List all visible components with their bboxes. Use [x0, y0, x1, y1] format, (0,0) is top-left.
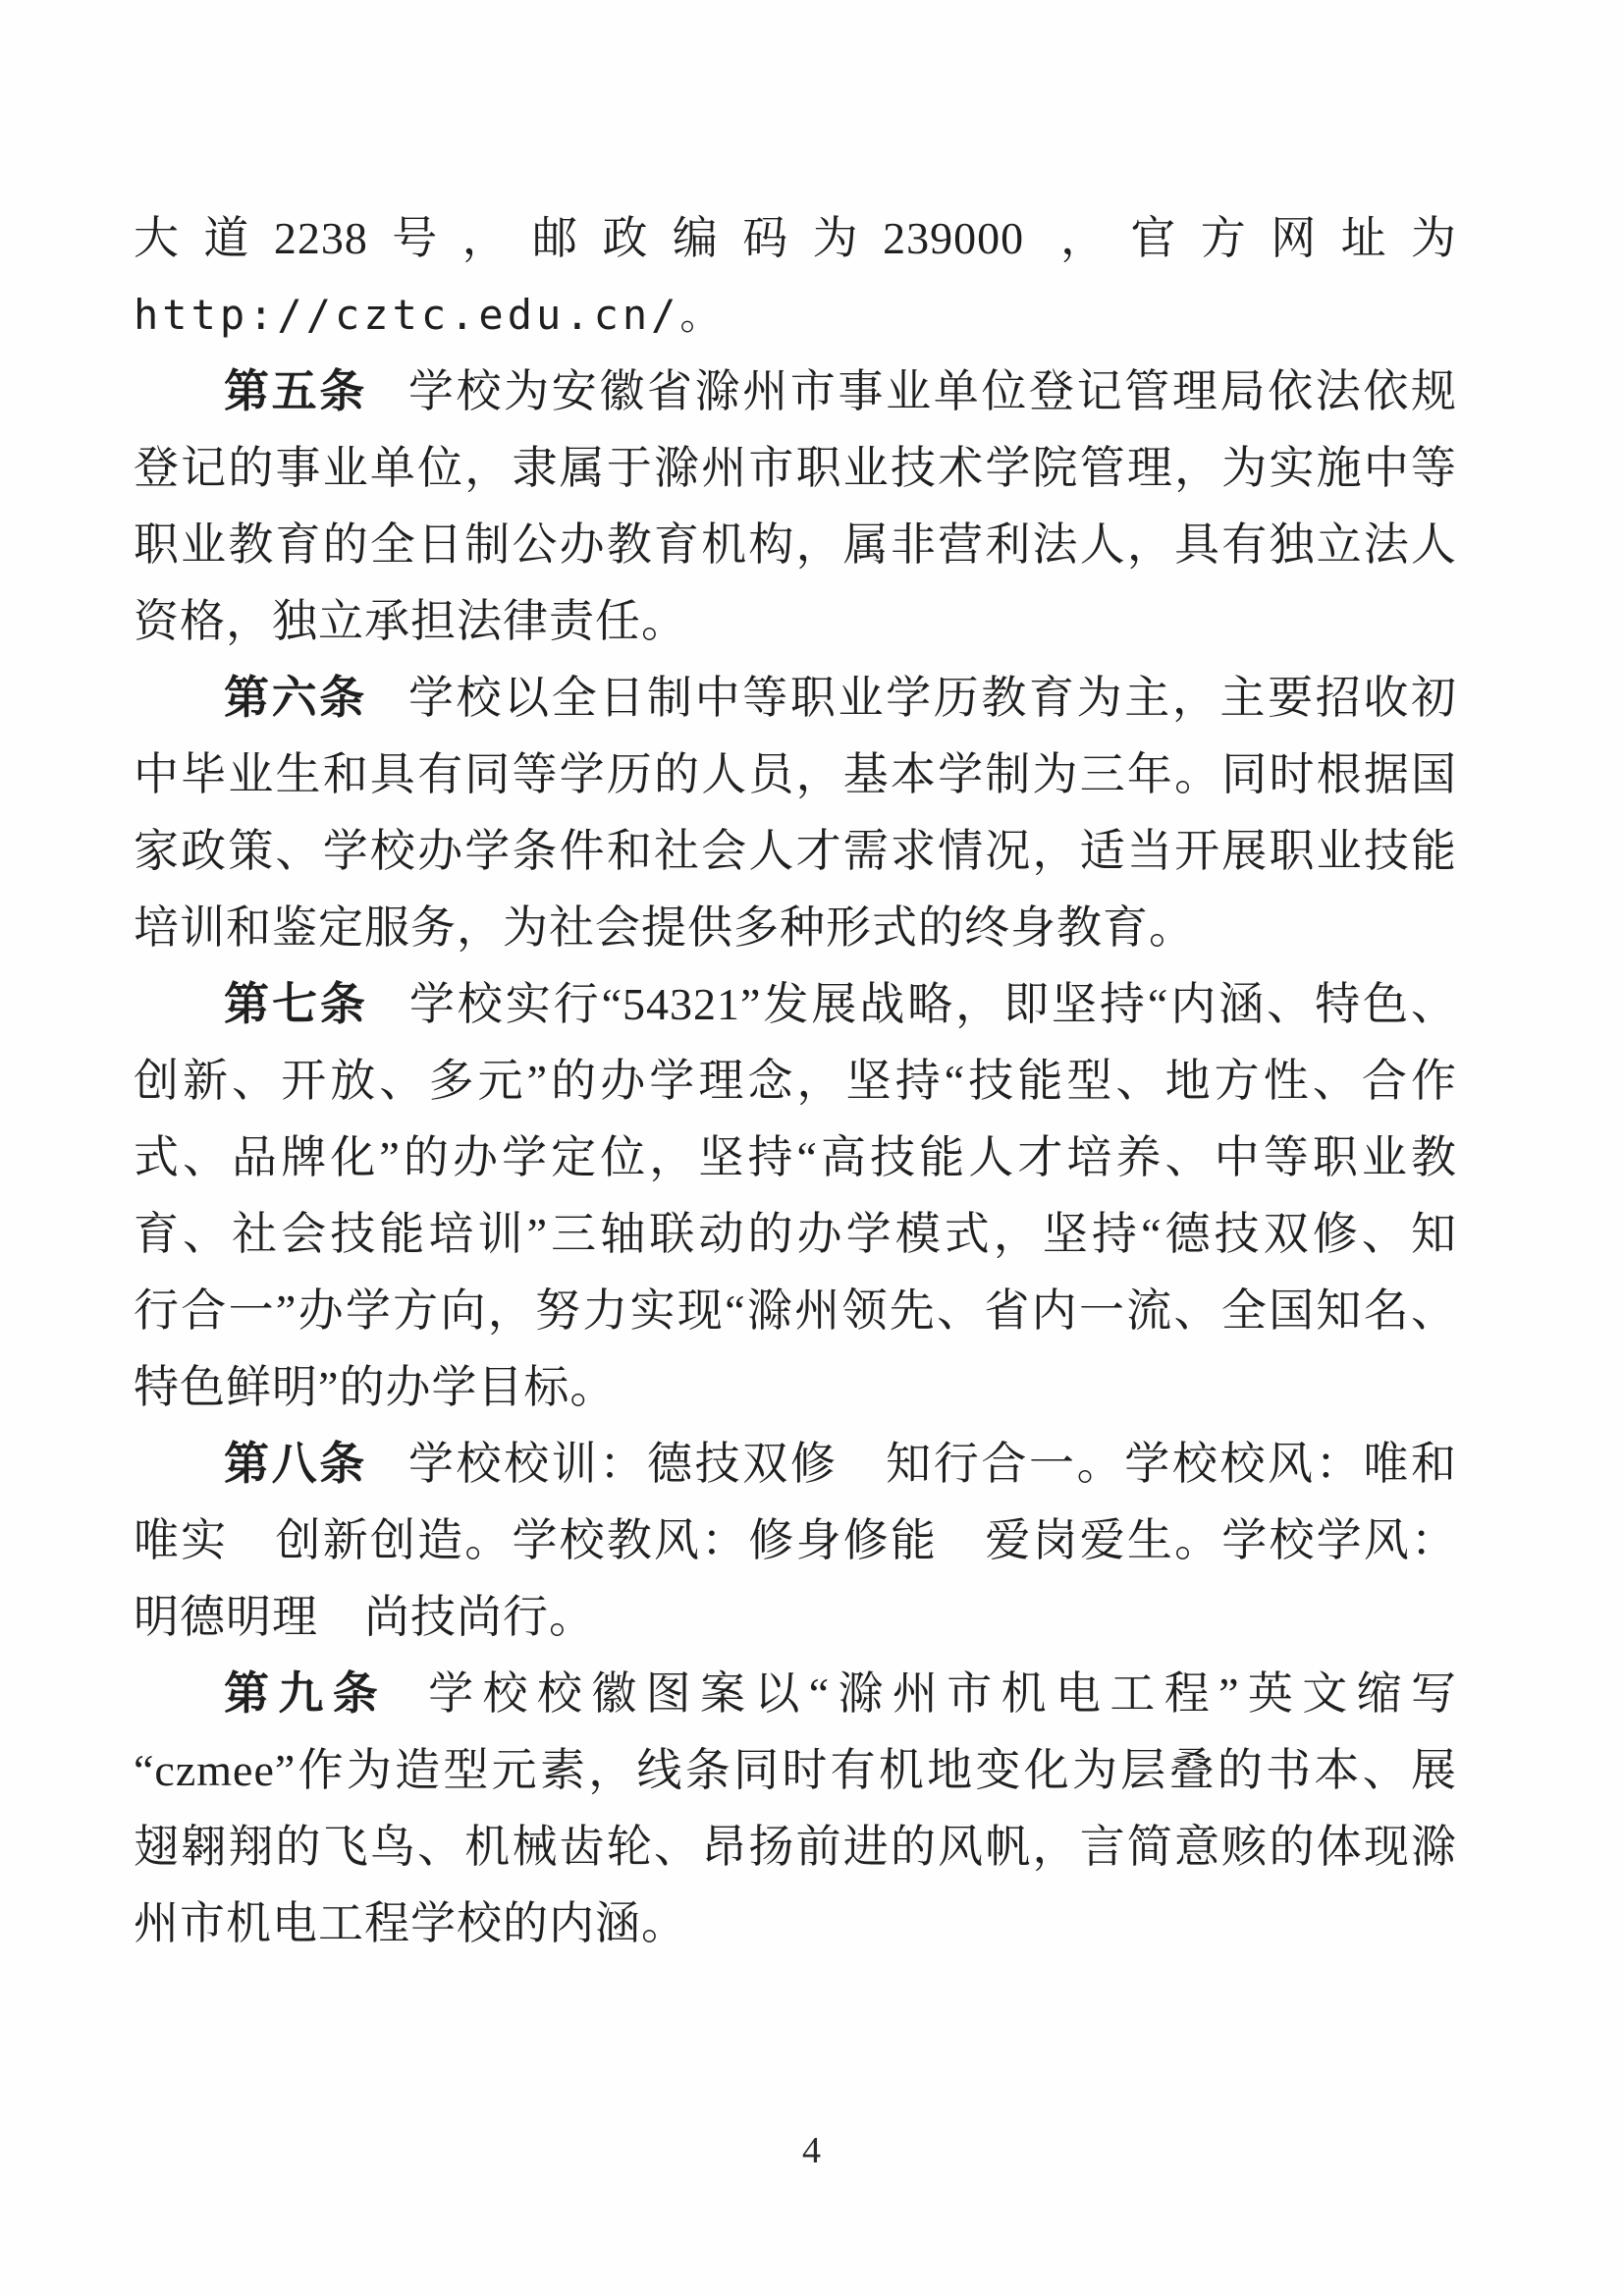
line-text: 资格，独立承担法律责任。 — [134, 596, 687, 646]
text-line — [134, 430, 1457, 507]
page-number: 4 — [802, 2130, 821, 2171]
line-text: 州市机电工程学校的内涵。 — [134, 1898, 687, 1948]
line-text: 育、社会技能培训”三轴联动的办学模式，坚持“德技双修、知 — [134, 1209, 1457, 1259]
line-text: 登记的事业单位，隶属于滁州市职业技术学院管理，为实施中等 — [134, 443, 1457, 493]
article-number: 第六条 — [224, 673, 367, 723]
text-line — [134, 1809, 1457, 1886]
text-line — [134, 507, 1457, 583]
text-line — [134, 1273, 1457, 1349]
line-text: 学校校训：德技双修 知行合一。学校校风：唯和 — [407, 1439, 1457, 1489]
text-line — [134, 966, 1457, 1043]
text-line — [134, 200, 1457, 277]
text-line — [134, 890, 1457, 966]
line-text: 中毕业生和具有同等学历的人员，基本学制为三年。同时根据国 — [134, 749, 1457, 799]
line-text: 行合一”办学方向，努力实现“滁州领先、省内一流、全国知名、 — [134, 1285, 1457, 1336]
text-line — [134, 583, 1457, 660]
text-line — [134, 660, 1457, 737]
article-number: 第五条 — [224, 366, 367, 416]
line-text: 明德明理 尚技尚行。 — [134, 1592, 595, 1642]
line-text: 学校校徽图案以“滁州市机电工程”英文缩写 — [428, 1668, 1458, 1719]
text-line — [134, 1656, 1457, 1732]
text-line — [134, 1503, 1457, 1579]
text-line — [134, 1579, 1457, 1656]
url-text: http://cztc.edu.cn/。 — [134, 291, 726, 339]
document-body — [134, 200, 1457, 1962]
article-number: 第七条 — [224, 979, 368, 1029]
text-line — [134, 1043, 1457, 1120]
line-text: 大道2238号，邮政编码为239000 ，官方网址为 — [134, 213, 1457, 263]
text-line — [134, 1426, 1457, 1503]
text-line — [134, 737, 1457, 813]
line-text: 特色鲜明”的办学目标。 — [134, 1362, 617, 1412]
line-text: 培训和鉴定服务，为社会提供多种形式的终身教育。 — [134, 902, 1195, 953]
line-text: 翅翱翔的飞鸟、机械齿轮、昂扬前进的风帆，言简意赅的体现滁 — [134, 1822, 1457, 1872]
text-line — [134, 1732, 1457, 1809]
line-text: 创新、开放、多元”的办学理念，坚持“技能型、地方性、合作 — [134, 1056, 1457, 1106]
line-text: 学校为安徽省滁州市事业单位登记管理局依法依规 — [407, 366, 1457, 416]
article-number: 第八条 — [224, 1439, 367, 1489]
line-text: 学校以全日制中等职业学历教育为主，主要招收初 — [407, 673, 1457, 723]
line-text: 职业教育的全日制公办教育机构，属非营利法人，具有独立法人 — [134, 519, 1457, 570]
text-line — [134, 277, 1457, 354]
article-number: 第九条 — [224, 1668, 388, 1719]
text-line — [134, 813, 1457, 890]
line-text: “czmee”作为造型元素，线条同时有机地变化为层叠的书本、展 — [134, 1745, 1457, 1795]
text-line — [134, 1349, 1457, 1426]
text-line — [134, 354, 1457, 430]
line-text: 家政策、学校办学条件和社会人才需求情况，适当开展职业技能 — [134, 826, 1457, 876]
text-line — [134, 1886, 1457, 1962]
line-text: 学校实行“54321”发展战略，即坚持“内涵、特色、 — [408, 979, 1457, 1029]
text-line — [134, 1196, 1457, 1273]
text-line — [134, 1120, 1457, 1196]
line-text: 唯实 创新创造。学校教风：修身修能 爱岗爱生。学校学风： — [134, 1515, 1457, 1565]
line-text: 式、品牌化”的办学定位，坚持“高技能人才培养、中等职业教 — [134, 1132, 1457, 1182]
